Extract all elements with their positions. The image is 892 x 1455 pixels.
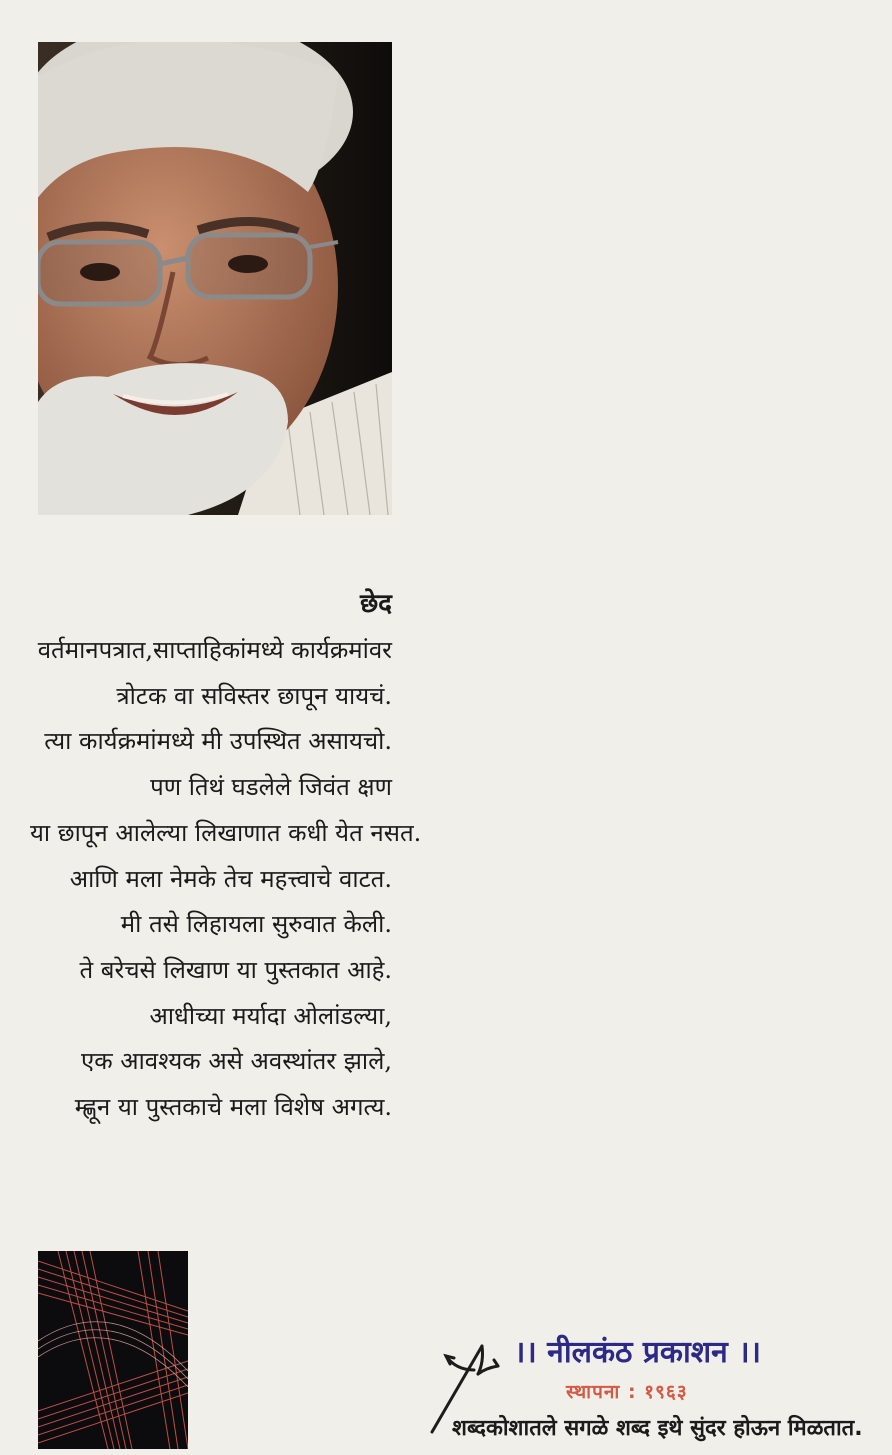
author-photo	[38, 42, 392, 515]
poem-line: त्रोटक वा सविस्तर छापून यायचं.	[116, 681, 392, 710]
poem-line: वर्तमानपत्रात,साप्ताहिकांमध्ये कार्यक्रमांवर	[37, 636, 392, 664]
poem-line: आणि मला नेमके तेच महत्त्वाचे वाटत.	[69, 864, 392, 893]
poem-line: एक आवश्यक असे अवस्थांतर झाले,	[80, 1047, 392, 1076]
publisher-established: स्थापना : १९६३	[566, 1381, 688, 1403]
author-portrait-photo	[38, 42, 392, 515]
poem-line: मी तसे लिहायला सुरुवात केली.	[120, 910, 392, 939]
poem-title: छेद	[359, 589, 392, 619]
cover-art-thumbnail	[38, 1251, 188, 1449]
publisher-name: ।। नीलकंठ प्रकाशन ।।	[514, 1335, 761, 1370]
poem-line: या छापून आलेल्या लिखाणात कधी येत नसत.	[30, 818, 422, 847]
abstract-line-art-icon	[38, 1251, 188, 1449]
poem-line: पण तिथं घडलेले जिवंत क्षण	[150, 773, 392, 802]
poem-line: आधीच्या मर्यादा ओलांडल्या,	[149, 1001, 392, 1030]
poem-block	[30, 582, 422, 1131]
poem-line: म्ह्णून या पुस्तकाचे मला विशेष अगत्य.	[74, 1093, 392, 1122]
publisher-tagline: शब्दकोशातले सगळे शब्द इथे सुंदर होऊन मिळतात.	[452, 1416, 863, 1441]
poem-line: ते बरेचसे लिखाण या पुस्तकात आहे.	[79, 955, 392, 984]
poem-line: त्या कार्यक्रमांमध्ये मी उपस्थित असायचो.	[44, 727, 392, 756]
